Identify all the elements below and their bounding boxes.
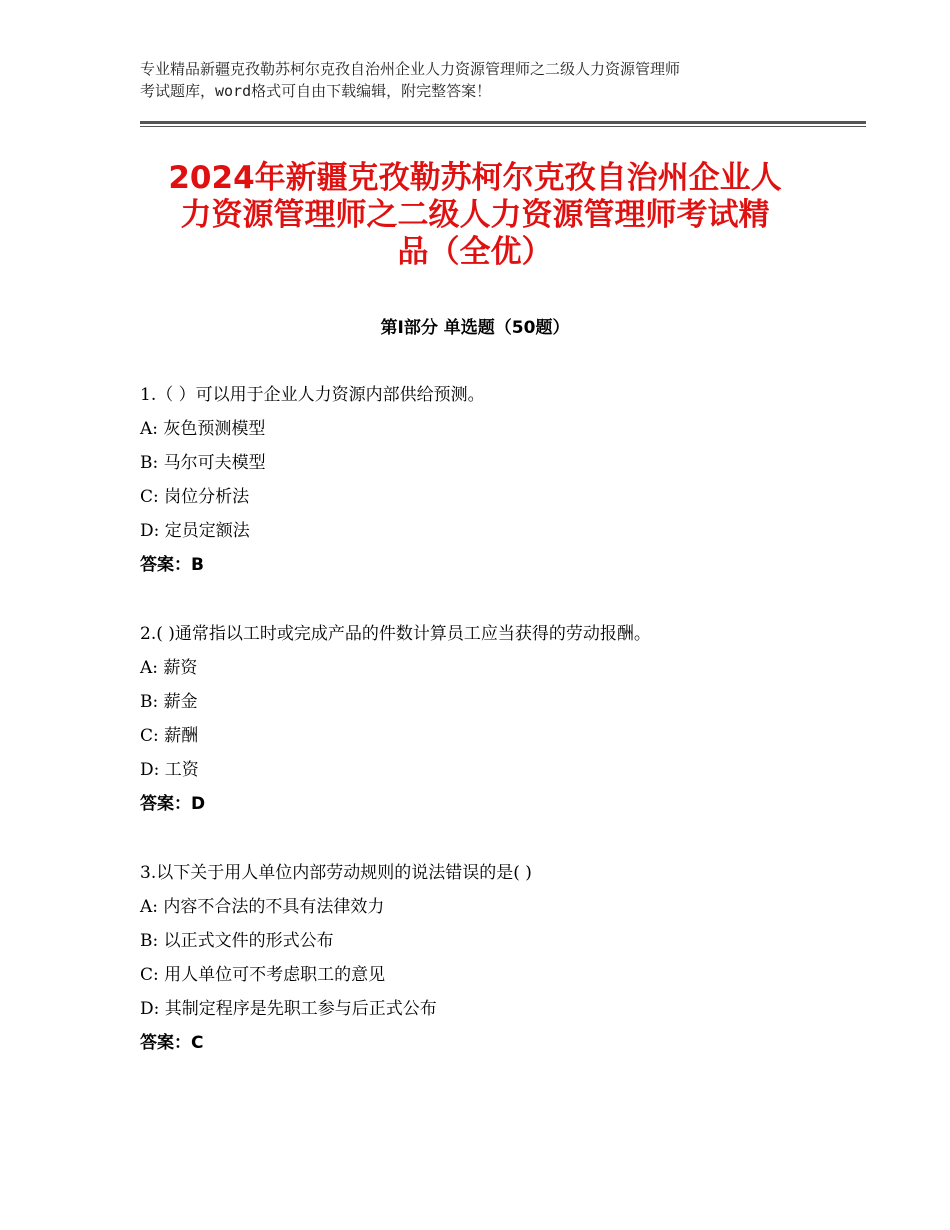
header-note	[140, 58, 820, 102]
option-b: B: 薪金	[140, 692, 198, 712]
document-title	[130, 160, 820, 271]
header-divider-thick	[140, 121, 866, 124]
title-line: 力资源管理师之二级人力资源管理师考试精	[180, 197, 770, 233]
option-d: D: 工资	[140, 760, 199, 780]
option-a: A: 灰色预测模型	[140, 419, 266, 439]
option-d: D: 其制定程序是先职工参与后正式公布	[140, 999, 437, 1019]
title-line: 2024年新疆克孜勒苏柯尔克孜自治州企业人	[168, 160, 782, 196]
option-c: C: 用人单位可不考虑职工的意见	[140, 965, 386, 985]
option-a: A: 内容不合法的不具有法律效力	[140, 897, 385, 917]
option-b: B: 以正式文件的形式公布	[140, 931, 334, 951]
answer-label: 答案：B	[140, 555, 204, 575]
title-line: 品（全优）	[397, 234, 553, 270]
option-c: C: 岗位分析法	[140, 487, 250, 507]
question-3	[140, 859, 840, 1063]
answer-label: 答案：C	[140, 1033, 204, 1053]
section-heading: 第Ⅰ部分 单选题（50题）	[380, 318, 570, 338]
question-stem: 2.( )通常指以工时或完成产品的件数计算员工应当获得的劳动报酬。	[140, 624, 651, 644]
option-d: D: 定员定额法	[140, 521, 250, 541]
option-a: A: 薪资	[140, 658, 198, 678]
question-stem: 3.以下关于用人单位内部劳动规则的说法错误的是( )	[140, 863, 532, 883]
question-1	[140, 381, 840, 585]
question-stem: 1.（ ）可以用于企业人力资源内部供给预测。	[140, 385, 485, 405]
option-b: B: 马尔可夫模型	[140, 453, 266, 473]
header-note-line: 考试题库，word格式可自由下载编辑，附完整答案！	[140, 82, 492, 100]
header-note-line: 专业精品新疆克孜勒苏柯尔克孜自治州企业人力资源管理师之二级人力资源管理师	[140, 60, 681, 78]
option-c: C: 薪酬	[140, 726, 199, 746]
answer-label: 答案：D	[140, 794, 206, 814]
question-2	[140, 620, 840, 824]
header-divider-thin	[140, 126, 866, 127]
